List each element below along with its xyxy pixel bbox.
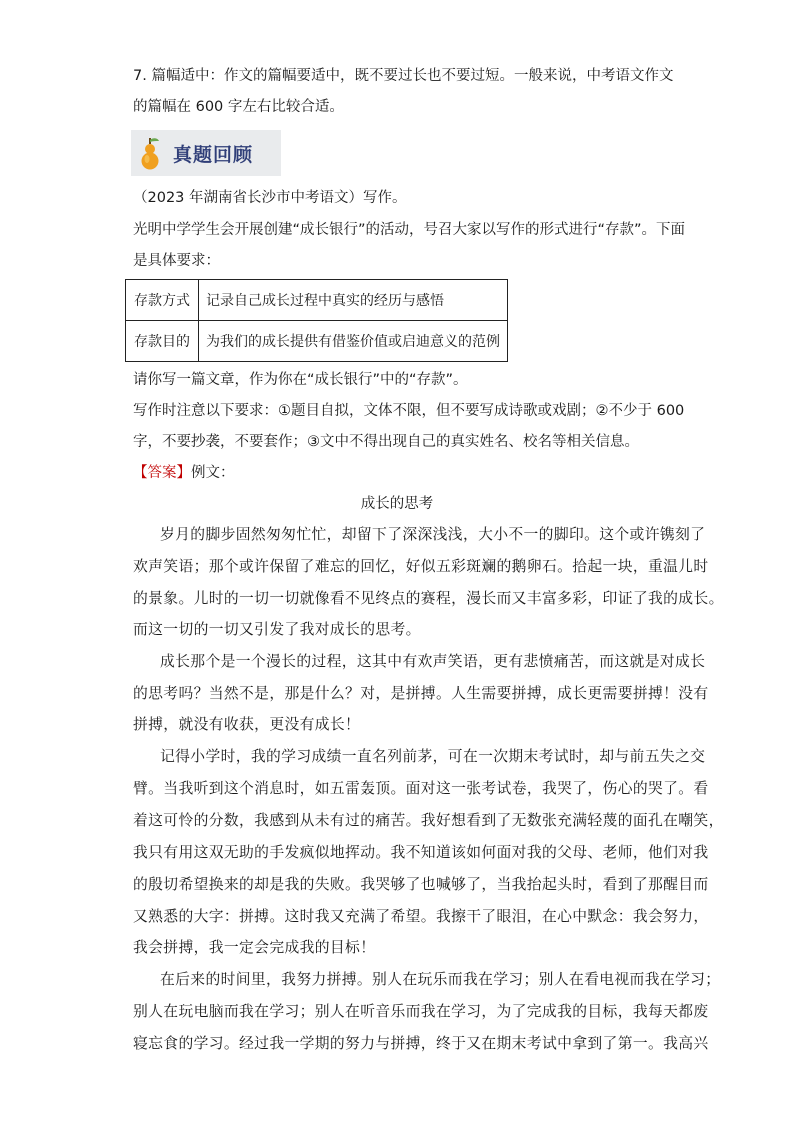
- essay-line: 在后来的时间里，我努力拼搏。别人在玩乐而我在学习；别人在看电视而我在学习；: [160, 971, 721, 988]
- essay-line: 别人在玩电脑而我在学习；别人在听音乐而我在学习，为了完成我的目标，我每天都废: [133, 1003, 709, 1020]
- essay-line: 成长那个是一个漫长的过程，这其中有欢声笑语，更有悲愤痛苦，而这就是对成长: [160, 653, 706, 670]
- essay-line: 着这可怜的分数，我感到从未有过的痛苦。我好想看到了无数张充满轻蔑的面孔在嘲笑，: [133, 812, 724, 829]
- banner-title: 真题回顾: [173, 143, 254, 166]
- essay-line: 臂。当我听到这个消息时，如五雷轰顶。面对这一张考试卷，我哭了，伤心的哭了。看: [133, 780, 709, 797]
- gourd-icon: [137, 135, 163, 171]
- notes-line-1: 写作时注意以下要求：①题目自拟，文体不限，但不要写成诗歌或戏剧；②不少于 600: [133, 403, 685, 419]
- essay-line: 的景象。儿时的一切一切就像看不见终点的赛程，漫长而又丰富多彩，印证了我的成长。: [133, 590, 724, 607]
- prompt-line-2: 是具体要求：: [133, 253, 220, 269]
- essay-line: 的殷切希望换来的却是我的失败。我哭够了也喊够了，当我抬起头时，看到了那醒目而: [133, 876, 709, 893]
- question-source: （2023 年湖南省长沙市中考语文）写作。: [133, 190, 407, 206]
- essay-line: 又熟悉的大字：拼搏。这时我又充满了希望。我擦干了眼泪，在心中默念：我会努力，: [133, 908, 709, 925]
- essay-line: 欢声笑语；那个或许保留了难忘的回忆，好似五彩斑斓的鹅卵石。拾起一块，重温儿时: [133, 558, 709, 575]
- answer-heading: [133, 463, 235, 483]
- intro-line-2: 的篇幅在 600 字左右比较合适。: [133, 99, 344, 115]
- requirements-table: [125, 279, 508, 362]
- essay-line: 我只有用这双无助的手发疯似地挥动。我不知道该如何面对我的父母、老师，他们对我: [133, 844, 709, 861]
- table-row: [126, 321, 508, 362]
- essay-line: 岁月的脚步固然匆匆忙忙，却留下了深深浅浅，大小不一的脚印。这个或许镌刻了: [160, 526, 706, 543]
- table-value-cell: 为我们的成长提供有借鉴价值或启迪意义的范例: [199, 321, 508, 362]
- answer-tag: 【答案】: [133, 465, 191, 481]
- essay-line: 拼搏，就没有收获，更没有成长！: [133, 716, 361, 733]
- intro-line-1: 7. 篇幅适中：作文的篇幅要适中，既不要过长也不要过短。一般来说，中考语文作文: [133, 68, 674, 84]
- essay-title: 成长的思考: [360, 496, 434, 512]
- task-text: 请你写一篇文章，作为你在“成长银行”中的“存款”。: [133, 372, 468, 388]
- table-key-cell: 存款目的: [126, 321, 199, 362]
- section-banner: [131, 130, 281, 176]
- essay-line: 记得小学时，我的学习成绩一直名列前茅，可在一次期末考试时，却与前五失之交: [160, 748, 706, 765]
- essay-line: 寝忘食的学习。经过我一学期的努力与拼搏，终于又在期末考试中拿到了第一。我高兴: [133, 1035, 709, 1052]
- prompt-line-1: 光明中学学生会开展创建“成长银行”的活动，号召大家以写作的形式进行“存款”。下面: [133, 222, 686, 238]
- table-key-cell: 存款方式: [126, 280, 199, 321]
- essay-line: 我会拼搏，我一定会完成我的目标！: [133, 939, 376, 956]
- essay-line: 的思考吗？当然不是，那是什么？对，是拼搏。人生需要拼搏，成长更需要拼搏！没有: [133, 685, 709, 702]
- essay-line: 而这一切的一切又引发了我对成长的思考。: [133, 621, 421, 638]
- table-value-cell: 记录自己成长过程中真实的经历与感悟: [199, 280, 508, 321]
- notes-line-2: 字，不要抄袭，不要套作；③文中不得出现自己的真实姓名、校名等相关信息。: [133, 434, 639, 450]
- answer-label: 例文：: [191, 465, 235, 481]
- table-row: [126, 280, 508, 321]
